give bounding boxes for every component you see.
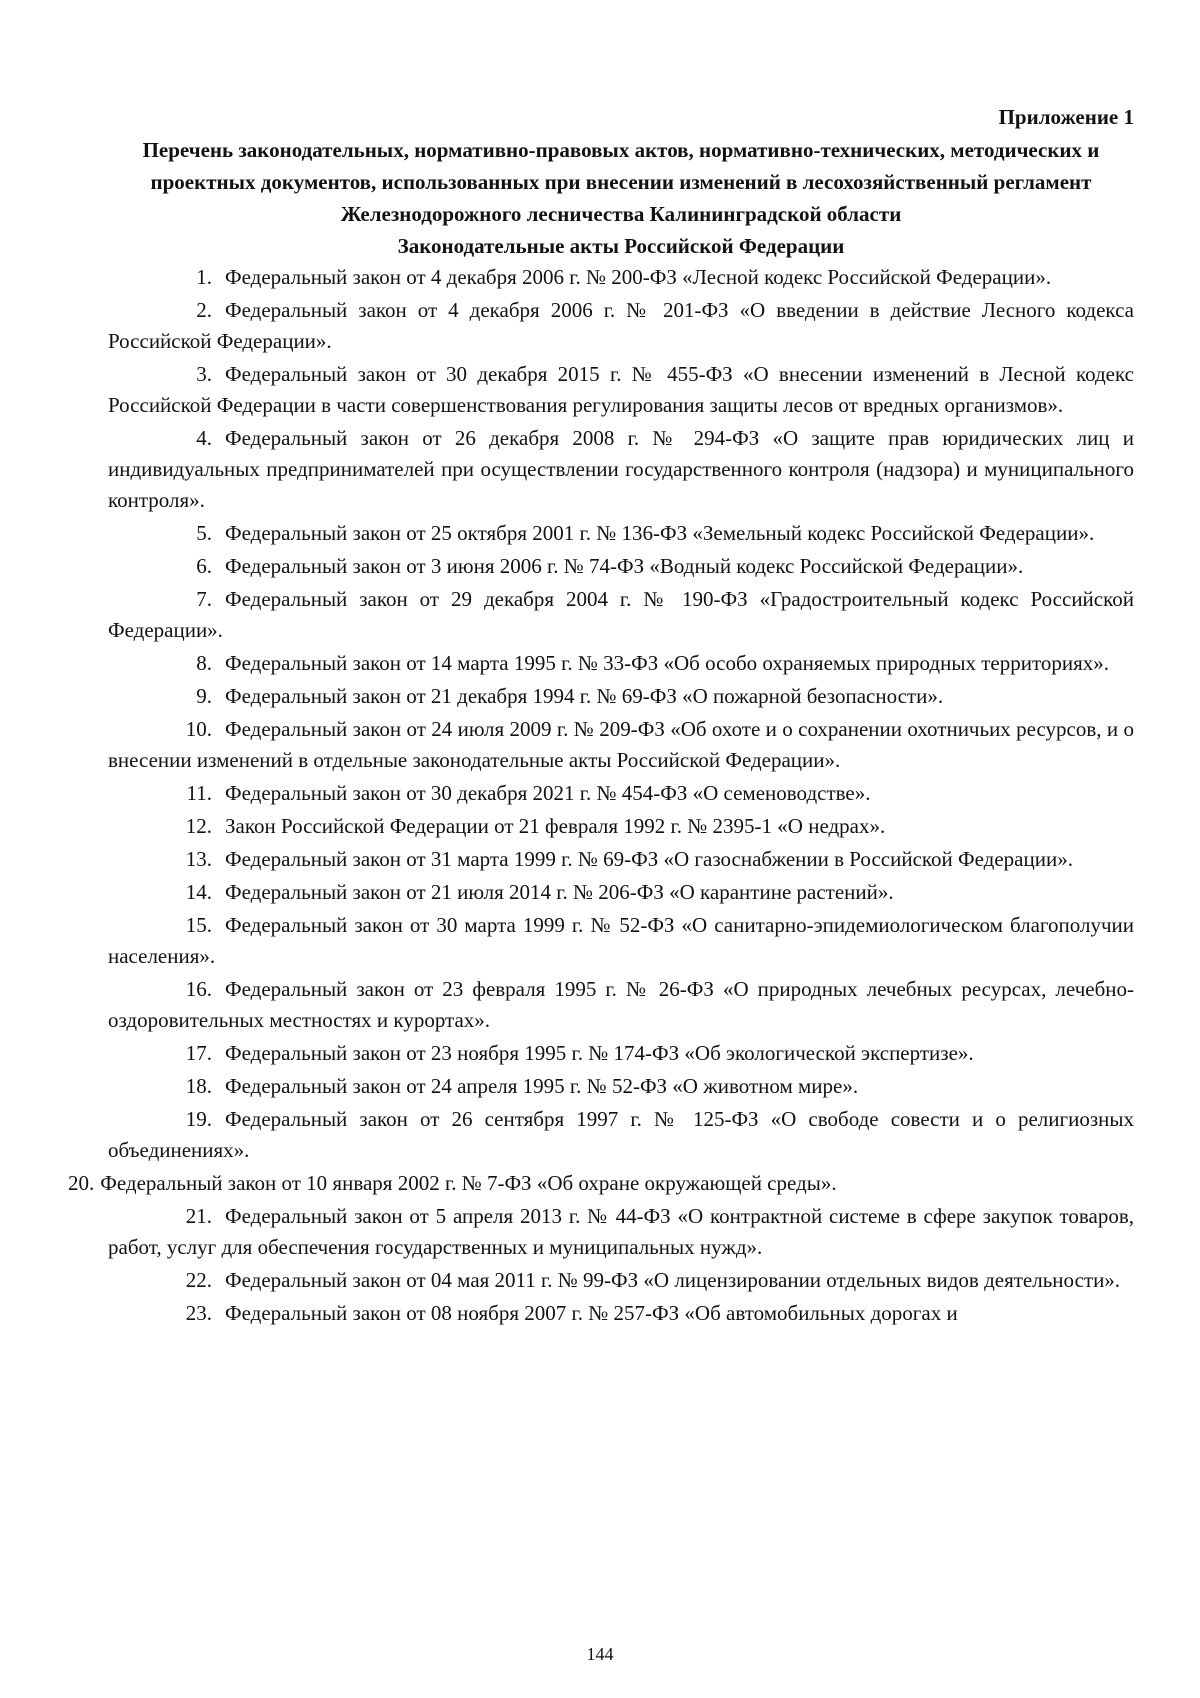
item-text: Федеральный закон от 31 марта 1999 г. № 69-ФЗ «О газоснабжении в Российской Федерации». [225, 847, 1073, 871]
document-title: Перечень законодательных, нормативно-правовых актов, нормативно-технических, методических и проектных документов, использованных при внесении изменений в лесохозяйственный регламент Железнодорожного лесничества Калининградской области [142, 138, 1100, 226]
list-item [68, 1168, 1134, 1199]
item-number: 21. [185, 1204, 212, 1228]
item-text: Федеральный закон от 04 мая 2011 г. № 99-ФЗ «О лицензировании отдельных видов деятельности». [225, 1268, 1121, 1292]
item-text: Федеральный закон от 08 ноября 2007 г. № 257-ФЗ «Об автомобильных дорогах и [225, 1301, 958, 1325]
list-item [108, 262, 1134, 293]
item-number: 16. [185, 977, 212, 1001]
page-number: 144 [586, 1644, 614, 1664]
section-heading: Законодательные акты Российской Федерации [397, 234, 845, 258]
item-text: Федеральный закон от 24 апреля 1995 г. № 52-ФЗ «О животном мире». [225, 1074, 859, 1098]
item-text: Федеральный закон от 23 ноября 1995 г. № 174-ФЗ «Об экологической экспертизе». [225, 1041, 974, 1065]
item-number: 11. [186, 781, 212, 805]
list-item [108, 1038, 1134, 1069]
list-item [108, 910, 1134, 972]
item-number: 12. [185, 814, 212, 838]
list-item [108, 778, 1134, 809]
item-number: 6. [196, 554, 212, 578]
item-number: 22. [185, 1268, 212, 1292]
item-text: Федеральный закон от 21 июля 2014 г. № 206-ФЗ «О карантине растений». [225, 880, 894, 904]
list-item [108, 518, 1134, 549]
list-item [108, 359, 1134, 421]
item-number: 20. [68, 1171, 95, 1195]
item-number: 10. [185, 717, 212, 741]
item-number: 1. [196, 265, 212, 289]
item-text: Федеральный закон от 5 апреля 2013 г. № 44-ФЗ «О контрактной системе в сфере закупок товаров, работ, услуг для обеспечения государственных и муниципальных нужд». [108, 1204, 1134, 1259]
item-number: 23. [185, 1301, 212, 1325]
list-item [108, 877, 1134, 908]
item-number: 13. [185, 847, 212, 871]
list-item [108, 1265, 1134, 1296]
list-item [108, 1104, 1134, 1166]
item-text: Федеральный закон от 4 декабря 2006 г. № 200-ФЗ «Лесной кодекс Российской Федерации». [225, 265, 1052, 289]
item-text: Федеральный закон от 29 декабря 2004 г. № 190-ФЗ «Градостроительный кодекс Российской Федерации». [108, 587, 1134, 642]
item-text: Федеральный закон от 4 декабря 2006 г. № 201-ФЗ «О введении в действие Лесного кодекса Российской Федерации». [108, 298, 1134, 353]
list-item [108, 584, 1134, 646]
list-item [108, 681, 1134, 712]
list-item [108, 714, 1134, 776]
item-number: 19. [185, 1107, 212, 1131]
item-text: Федеральный закон от 26 декабря 2008 г. № 294-ФЗ «О защите прав юридических лиц и индивидуальных предпринимателей при осуществлении государственного контроля (надзора) и муниципального контроля». [108, 426, 1134, 512]
item-text: Федеральный закон от 26 сентября 1997 г. № 125-ФЗ «О свободе совести и о религиозных объединениях». [108, 1107, 1134, 1162]
item-number: 9. [196, 684, 212, 708]
list-item [108, 1201, 1134, 1263]
item-number: 5. [196, 521, 212, 545]
list-item [108, 844, 1134, 875]
list-item [108, 1298, 1134, 1329]
document-page [68, 102, 1134, 1331]
item-text: Федеральный закон от 14 марта 1995 г. № 33-ФЗ «Об особо охраняемых природных территориях». [225, 651, 1109, 675]
item-text: Федеральный закон от 30 марта 1999 г. № 52-ФЗ «О санитарно-эпидемиологическом благополучии населения». [108, 913, 1134, 968]
list-item [108, 648, 1134, 679]
item-text: Федеральный закон от 25 октября 2001 г. № 136-ФЗ «Земельный кодекс Российской Федерации». [225, 521, 1095, 545]
item-text: Федеральный закон от 3 июня 2006 г. № 74-ФЗ «Водный кодекс Российской Федерации». [225, 554, 1024, 578]
item-number: 4. [196, 426, 212, 450]
list-item [108, 295, 1134, 357]
item-number: 17. [185, 1041, 212, 1065]
item-text: Федеральный закон от 30 декабря 2015 г. № 455-ФЗ «О внесении изменений в Лесной кодекс Российской Федерации в части совершенствования регулирования защиты лесов от вредных организмов». [108, 362, 1134, 417]
list-item [108, 1071, 1134, 1102]
list-item [108, 974, 1134, 1036]
item-text: Федеральный закон от 21 декабря 1994 г. № 69-ФЗ «О пожарной безопасности». [225, 684, 944, 708]
item-text: Федеральный закон от 30 декабря 2021 г. № 454-ФЗ «О семеноводстве». [225, 781, 871, 805]
item-number: 2. [196, 298, 212, 322]
list-item [108, 423, 1134, 516]
appendix-label: Приложение 1 [998, 105, 1134, 129]
item-number: 3. [196, 362, 212, 386]
legislation-list [68, 262, 1134, 1329]
item-text: Федеральный закон от 24 июля 2009 г. № 209-ФЗ «Об охоте и о сохранении охотничьих ресурсов, и о внесении изменений в отдельные законодательные акты Российской Федерации». [108, 717, 1134, 772]
item-number: 14. [185, 880, 212, 904]
item-number: 8. [196, 651, 212, 675]
item-text: Федеральный закон от 10 января 2002 г. № 7-ФЗ «Об охране окружающей среды». [100, 1171, 837, 1195]
item-number: 15. [185, 913, 212, 937]
item-text: Федеральный закон от 23 февраля 1995 г. № 26-ФЗ «О природных лечебных ресурсах, лечебно-оздоровительных местностях и курортах». [108, 977, 1134, 1032]
item-text: Закон Российской Федерации от 21 февраля 1992 г. № 2395-1 «О недрах». [225, 814, 886, 838]
item-number: 7. [196, 587, 212, 611]
list-item [108, 811, 1134, 842]
list-item [108, 551, 1134, 582]
item-number: 18. [185, 1074, 212, 1098]
